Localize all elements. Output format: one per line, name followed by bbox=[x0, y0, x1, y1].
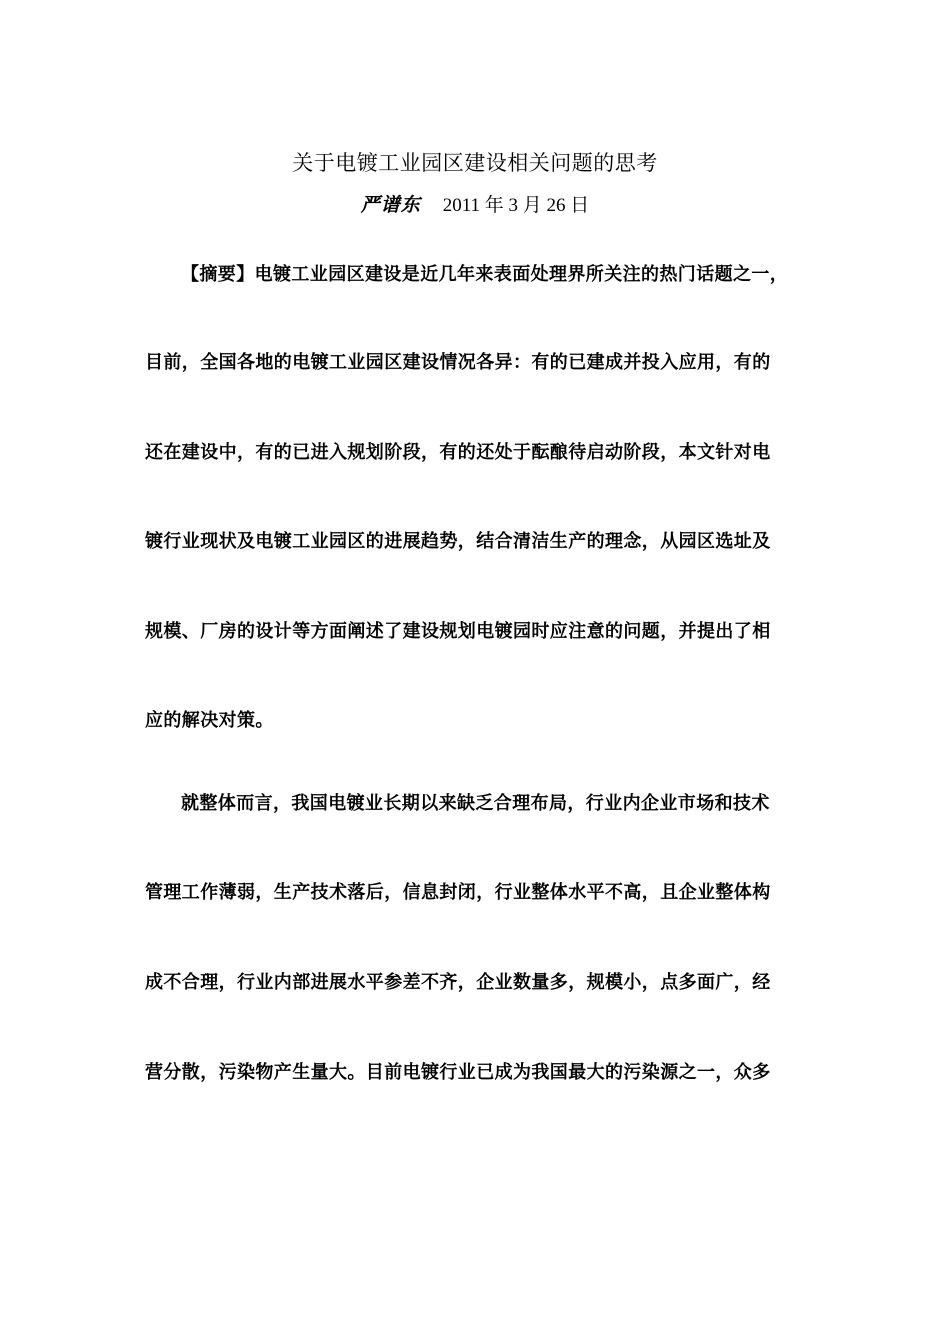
publish-date: 2011 年 3 月 26 日 bbox=[442, 195, 590, 216]
paragraph-line: 营分散，污染物产生量大。目前电镀行业已成为我国最大的污染源之一，众多 bbox=[145, 1062, 771, 1083]
author-name: 严谱东 bbox=[360, 194, 421, 216]
paragraph-line: 镀行业现状及电镀工业园区的进展趋势，结合清洁生产的理念，从园区选址及 bbox=[145, 531, 771, 552]
paragraph-line: 目前，全国各地的电镀工业园区建设情况各异：有的已建成并投入应用，有的 bbox=[145, 352, 771, 373]
paragraph-line: 成不合理，行业内部进展水平参差不齐，企业数量多，规模小，点多面广，经 bbox=[145, 972, 771, 993]
paragraph-line: 【摘要】电镀工业园区建设是近几年来表面处理界所关注的热门话题之一， bbox=[181, 264, 789, 285]
paragraph-line: 规模、厂房的设计等方面阐述了建设规划电镀园时应注意的问题，并提出了相 bbox=[145, 621, 771, 642]
paragraph-line: 管理工作薄弱，生产技术落后，信息封闭，行业整体水平不高，且企业整体构 bbox=[145, 882, 771, 903]
byline bbox=[0, 191, 950, 220]
paragraph-line: 还在建设中，有的已进入规划阶段，有的还处于酝酿待启动阶段，本文针对电 bbox=[145, 442, 771, 463]
document-title: 关于电镀工业园区建设相关问题的思考 bbox=[292, 151, 658, 175]
paragraph-line: 应的解决对策。 bbox=[145, 710, 274, 731]
paragraph-line: 就整体而言，我国电镀业长期以来缺乏合理布局，行业内企业市场和技术 bbox=[181, 793, 770, 814]
